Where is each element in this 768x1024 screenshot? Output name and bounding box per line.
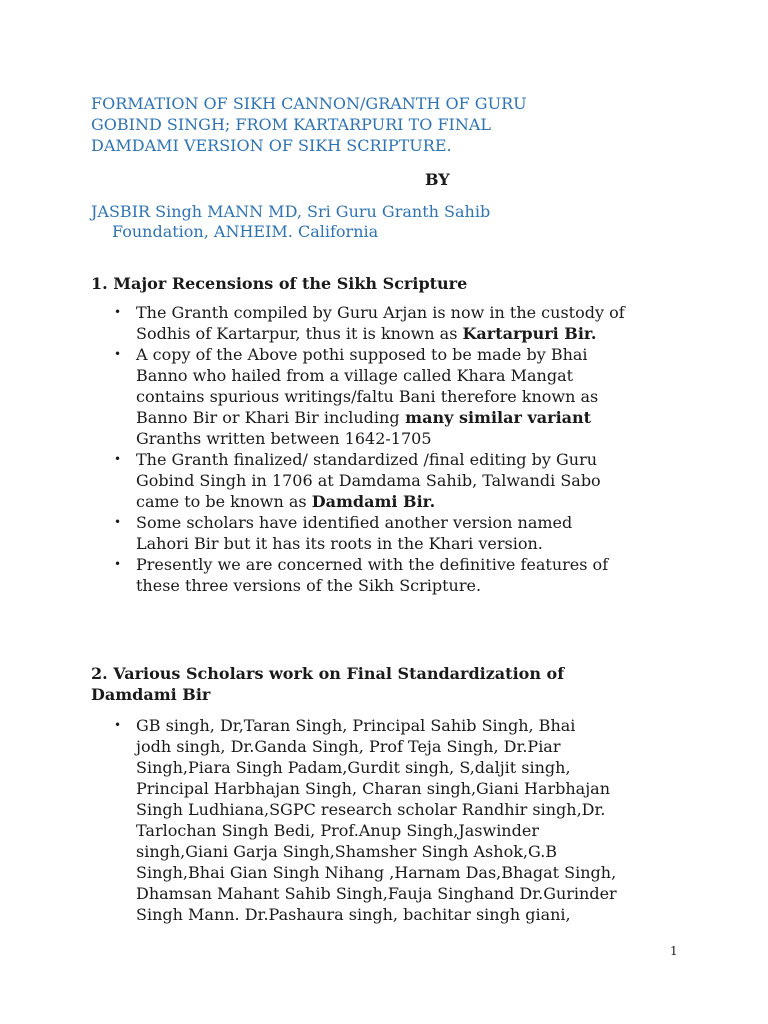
title-line: DAMDAMI VERSION OF SIKH SCRIPTURE. (91, 136, 452, 155)
list-item-line (136, 386, 625, 407)
heading-text: Damdami Bir (91, 685, 211, 704)
text-run: Presently we are concerned with the definitive features of (136, 555, 609, 574)
list-item-line: Singh Mann. Dr.Pashaura singh, bachitar singh giani, (136, 905, 571, 924)
text-run: Sodhis of Kartarpur, thus it is known as (136, 324, 463, 343)
title-line: FORMATION OF SIKH CANNON/GRANTH OF GURU (91, 94, 527, 113)
bullet-icon: • (114, 347, 122, 361)
bullet-icon: • (114, 452, 122, 466)
text-run: The Granth finalized/ standardized /final editing by Guru (136, 450, 598, 469)
list-item (0, 344, 625, 449)
list-item (0, 554, 625, 596)
list-item-line (136, 470, 625, 491)
bullet-icon: • (114, 557, 122, 571)
text-run: Gobind Singh in 1706 at Damdama Sahib, Talwandi Sabo (136, 471, 601, 490)
section-2-heading (91, 663, 564, 705)
heading-text: 2. Various Scholars work on Final Standardization of (91, 664, 565, 683)
list-item-line: jodh singh, Dr.Ganda Singh, Prof Teja Singh, Dr.Piar (136, 737, 561, 756)
list-item (0, 715, 617, 925)
list-item-line (136, 407, 625, 428)
list-item-line: Singh Ludhiana,SGPC research scholar Randhir singh,Dr. (136, 800, 606, 819)
list-item (0, 449, 625, 512)
list-item-line (136, 575, 625, 596)
text-run: The Granth compiled by Guru Arjan is now in the custody of (136, 303, 625, 322)
section-1-heading (91, 273, 467, 294)
list-item-line: singh,Giani Garja Singh,Shamsher Singh Ashok,G.B (136, 842, 558, 861)
title-line: GOBIND SINGH; FROM KARTARPURI TO FINAL (91, 115, 492, 134)
section-1-list (0, 302, 625, 596)
bold-text: Damdami Bir. (311, 492, 436, 511)
list-item-line (136, 323, 625, 344)
text-run: Some scholars have identified another version named (136, 513, 573, 532)
heading-text: 1. Major Recensions of the Sikh Scripture (91, 274, 468, 293)
list-item-line (136, 365, 625, 386)
list-item-line (136, 344, 625, 365)
text-run: Lahori Bir but it has its roots in the Khari version. (136, 534, 543, 553)
bullet-icon: • (114, 305, 122, 319)
text-run: these three versions of the Sikh Scripture. (136, 576, 482, 595)
list-item-line: Principal Harbhajan Singh, Charan singh,Giani Harbhajan (136, 779, 611, 798)
author-name: JASBIR Singh MANN MD, Sri Guru Granth Sahib (91, 202, 491, 221)
list-item (0, 302, 625, 344)
page-number: 1 (670, 944, 678, 958)
list-item-line: GB singh, Dr,Taran Singh, Principal Sahib Singh, Bhai (136, 716, 576, 735)
section-2-list (0, 715, 617, 925)
list-item-line (136, 512, 625, 533)
bold-text: many similar variant (399, 408, 592, 427)
author-affiliation: Foundation, ANHEIM. California (112, 222, 379, 241)
list-item-line (136, 533, 625, 554)
list-item-line (136, 554, 625, 575)
list-item-line (136, 491, 625, 512)
text-run: contains spurious writings/faltu Bani therefore known as (136, 387, 599, 406)
author-line (91, 202, 651, 242)
bullet-icon: • (114, 718, 122, 732)
text-run: came to be known as (136, 492, 312, 511)
by-label: BY (425, 170, 450, 189)
list-item-line: Tarlochan Singh Bedi, Prof.Anup Singh,Jaswinder (136, 821, 539, 840)
bullet-icon: • (114, 515, 122, 529)
list-item-line (136, 302, 625, 323)
list-item-line: Singh,Bhai Gian Singh Nihang ,Harnam Das,Bhagat Singh, (136, 863, 617, 882)
document-title (91, 93, 651, 156)
list-item (0, 512, 625, 554)
list-item-line: Singh,Piara Singh Padam,Gurdit singh, S,daljit singh, (136, 758, 571, 777)
text-run: Banno Bir or Khari Bir including (136, 408, 400, 427)
list-item-line (136, 428, 625, 449)
list-item-line: Dhamsan Mahant Sahib Singh,Fauja Singhand Dr.Gurinder (136, 884, 617, 903)
text-run: Banno who hailed from a village called Khara Mangat (136, 366, 574, 385)
text-run: Granths written between 1642-1705 (136, 429, 432, 448)
text-run: A copy of the Above pothi supposed to be made by Bhai (136, 345, 588, 364)
bold-text: Kartarpuri Bir. (462, 324, 597, 343)
list-item-line (136, 449, 625, 470)
